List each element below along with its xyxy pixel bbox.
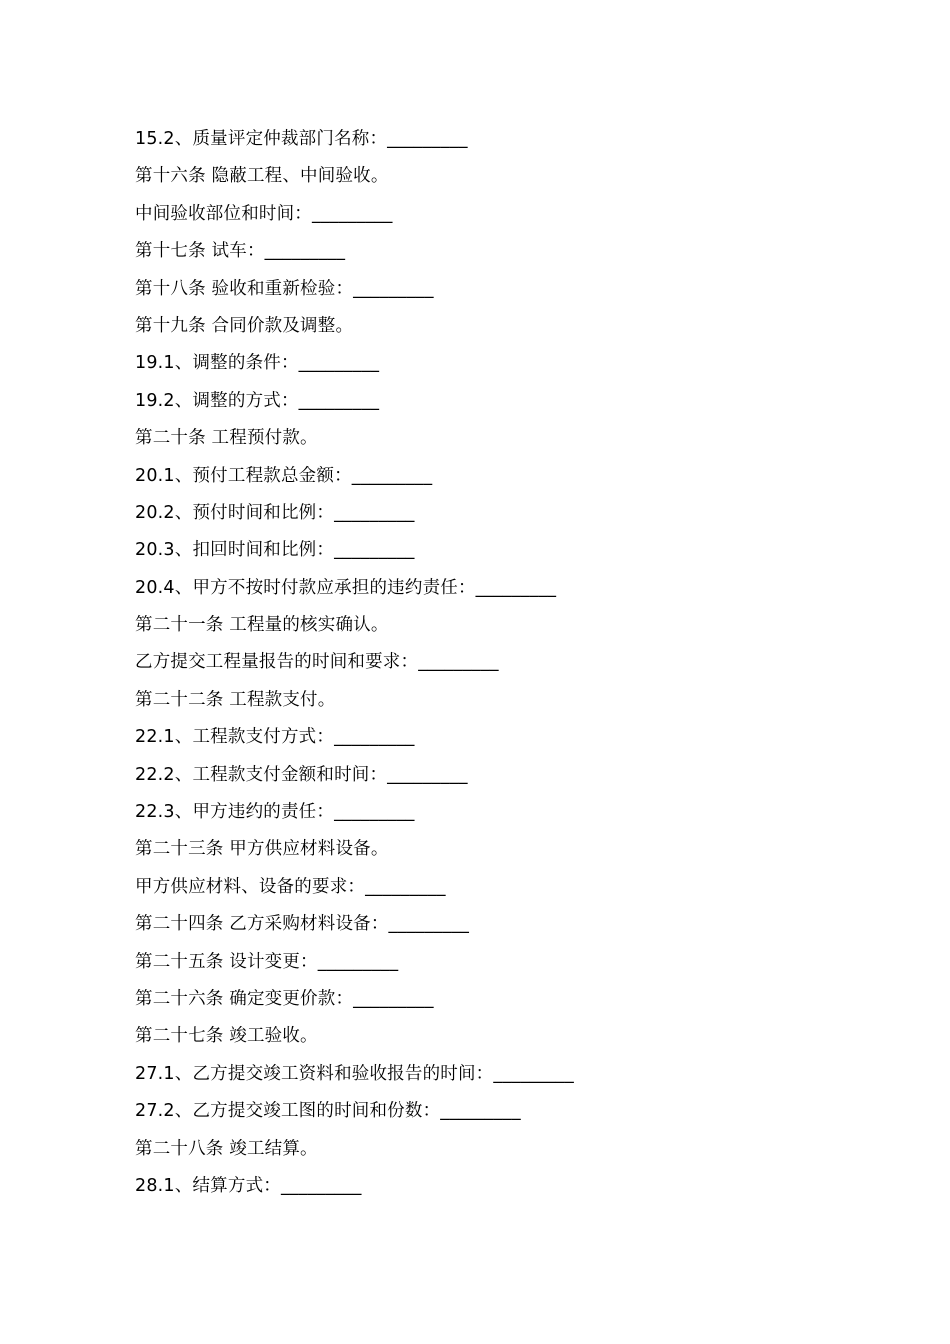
- line-27-1: 27.1、乙方提交竣工资料和验收报告的时间：_________: [135, 1063, 574, 1084]
- article-25-heading: 第二十五条 设计变更：_________: [135, 951, 399, 972]
- article-27-heading: 第二十七条 竣工验收。: [135, 1026, 318, 1047]
- article-17-heading: 第十七条 试车：_________: [135, 241, 346, 262]
- article-18-heading: 第十八条 验收和重新检验：_________: [135, 278, 434, 299]
- article-16-heading: 第十六条 隐蔽工程、中间验收。: [135, 166, 389, 187]
- article-24-heading: 第二十四条 乙方采购材料设备：_________: [135, 914, 470, 935]
- line-20-1: 20.1、预付工程款总金额：_________: [135, 465, 433, 486]
- line-27-2: 27.2、乙方提交竣工图的时间和份数：_________: [135, 1101, 521, 1122]
- line-20-3: 20.3、扣回时间和比例：_________: [135, 540, 415, 561]
- line-quantity-report: 乙方提交工程量报告的时间和要求：_________: [135, 652, 499, 673]
- line-mid-acceptance: 中间验收部位和时间：_________: [135, 203, 393, 224]
- article-22-heading: 第二十二条 工程款支付。: [135, 689, 336, 710]
- line-20-4: 20.4、甲方不按时付款应承担的违约责任：_________: [135, 577, 557, 598]
- article-23-heading: 第二十三条 甲方供应材料设备。: [135, 839, 389, 860]
- article-19-heading: 第十九条 合同价款及调整。: [135, 315, 354, 336]
- article-28-heading: 第二十八条 竣工结算。: [135, 1138, 318, 1159]
- line-22-2: 22.2、工程款支付金额和时间：_________: [135, 764, 468, 785]
- article-26-heading: 第二十六条 确定变更价款：_________: [135, 988, 434, 1009]
- article-20-heading: 第二十条 工程预付款。: [135, 428, 318, 449]
- line-28-1: 28.1、结算方式：_________: [135, 1175, 362, 1196]
- line-material-requirements: 甲方供应材料、设备的要求：_________: [135, 876, 446, 897]
- article-21-heading: 第二十一条 工程量的核实确认。: [135, 615, 389, 636]
- line-20-2: 20.2、预付时间和比例：_________: [135, 502, 415, 523]
- line-22-1: 22.1、工程款支付方式：_________: [135, 727, 415, 748]
- line-15-2: 15.2、质量评定仲裁部门名称：_________: [135, 129, 468, 149]
- line-22-3: 22.3、甲方违约的责任：_________: [135, 802, 415, 823]
- line-19-1: 19.1、调整的条件：_________: [135, 353, 380, 374]
- contract-text-block: [135, 126, 895, 1210]
- line-19-2: 19.2、调整的方式：_________: [135, 390, 380, 411]
